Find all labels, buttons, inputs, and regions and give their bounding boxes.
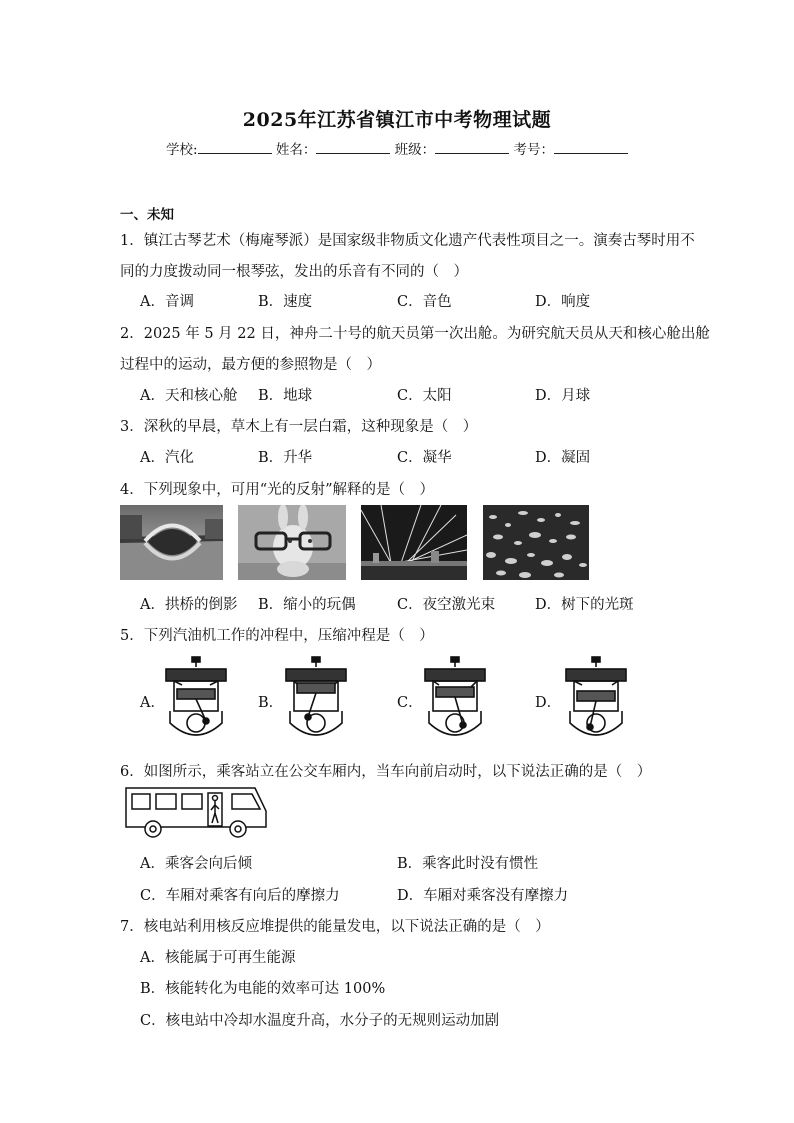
q4-option-c[interactable]: C．夜空激光束 bbox=[397, 597, 496, 613]
class-blank[interactable] bbox=[435, 141, 509, 154]
question-1-line-2: 同的力度拨动同一根琴弦，发出的乐音有不同的（ ） bbox=[120, 264, 468, 280]
exam-title: 2025年江苏省镇江市中考物理试题 bbox=[242, 109, 552, 131]
tree-light-spots-photo bbox=[483, 505, 589, 580]
question-2-line-1: 2．2025 年 5 月 22 日，神舟二十号的航天员第一次出舱。为研究航天员从天和核心舱出舱 bbox=[120, 326, 710, 342]
q1-option-b[interactable]: B．速度 bbox=[258, 294, 313, 310]
school-label: 学校: bbox=[166, 142, 198, 158]
school-blank[interactable] bbox=[198, 141, 272, 154]
question-5-line-1: 5．下列汽油机工作的冲程中，压缩冲程是（ ） bbox=[120, 628, 434, 644]
q3-option-d[interactable]: D．凝固 bbox=[535, 450, 591, 466]
question-2-line-2: 过程中的运动，最方便的参照物是（ ） bbox=[120, 357, 381, 373]
q5-option-b[interactable]: B． bbox=[258, 695, 284, 711]
question-6-line-1: 6．如图所示，乘客站立在公交车厢内，当车向前启动时，以下说法正确的是（ ） bbox=[120, 764, 652, 780]
q7-option-b[interactable]: B．核能转化为电能的效率可达 100% bbox=[140, 981, 386, 997]
q4-option-b[interactable]: B．缩小的玩偶 bbox=[258, 597, 356, 613]
exam-no-blank[interactable] bbox=[554, 141, 628, 154]
q3-option-c[interactable]: C．凝华 bbox=[397, 450, 452, 466]
q6-option-c[interactable]: C．车厢对乘客有向后的摩擦力 bbox=[140, 888, 340, 904]
engine-stroke-b-diagram bbox=[280, 655, 352, 743]
q6-option-a[interactable]: A．乘客会向后倾 bbox=[140, 856, 252, 872]
name-label: 姓名： bbox=[275, 142, 317, 158]
q6-option-d[interactable]: D．车厢对乘客没有摩擦力 bbox=[397, 888, 569, 904]
q3-option-a[interactable]: A．汽化 bbox=[140, 450, 194, 466]
q5-option-a[interactable]: A． bbox=[140, 695, 165, 711]
name-blank[interactable] bbox=[316, 141, 390, 154]
q5-option-c[interactable]: C． bbox=[397, 695, 423, 711]
q7-option-c[interactable]: C．核电站中冷却水温度升高，水分子的无规则运动加剧 bbox=[140, 1013, 500, 1029]
q4-option-d[interactable]: D．树下的光斑 bbox=[535, 597, 634, 613]
bus-with-passenger-diagram bbox=[120, 785, 270, 841]
question-7-line-1: 7．核电站利用核反应堆提供的能量发电，以下说法正确的是（ ） bbox=[120, 919, 550, 935]
q2-option-d[interactable]: D．月球 bbox=[535, 388, 591, 404]
q3-option-b[interactable]: B．升华 bbox=[258, 450, 313, 466]
q7-option-a[interactable]: A．核能属于可再生能源 bbox=[140, 950, 296, 966]
engine-stroke-d-diagram bbox=[560, 655, 632, 743]
q1-option-c[interactable]: C．音色 bbox=[397, 294, 452, 310]
q1-option-a[interactable]: A．音调 bbox=[140, 294, 194, 310]
question-4-line-1: 4．下列现象中，可用“光的反射”解释的是（ ） bbox=[120, 482, 435, 498]
q2-option-c[interactable]: C．太阳 bbox=[397, 388, 452, 404]
night-laser-beams-photo bbox=[361, 505, 467, 580]
section-heading: 一、未知 bbox=[120, 207, 174, 223]
exam-no-label: 考号： bbox=[513, 142, 554, 158]
arch-bridge-reflection-photo bbox=[120, 505, 223, 580]
student-info-line bbox=[0, 138, 794, 158]
question-3-line-1: 3．深秋的早晨，草木上有一层白霜，这种现象是（ ） bbox=[120, 419, 478, 435]
question-1-line-1: 1．镇江古琴艺术（梅庵琴派）是国家级非物质文化遗产代表性项目之一。演奏古琴时用不 bbox=[120, 233, 695, 249]
q2-option-a[interactable]: A．天和核心舱 bbox=[140, 388, 238, 404]
q4-option-a[interactable]: A．拱桥的倒影 bbox=[140, 597, 238, 613]
engine-stroke-c-diagram bbox=[419, 655, 491, 743]
q5-option-d[interactable]: D． bbox=[535, 695, 562, 711]
class-label: 班级： bbox=[394, 142, 436, 158]
q6-option-b[interactable]: B．乘客此时没有惯性 bbox=[397, 856, 539, 872]
engine-stroke-a-diagram bbox=[160, 655, 232, 743]
q1-option-d[interactable]: D．响度 bbox=[535, 294, 591, 310]
shrunken-doll-photo bbox=[238, 505, 346, 580]
q2-option-b[interactable]: B．地球 bbox=[258, 388, 313, 404]
